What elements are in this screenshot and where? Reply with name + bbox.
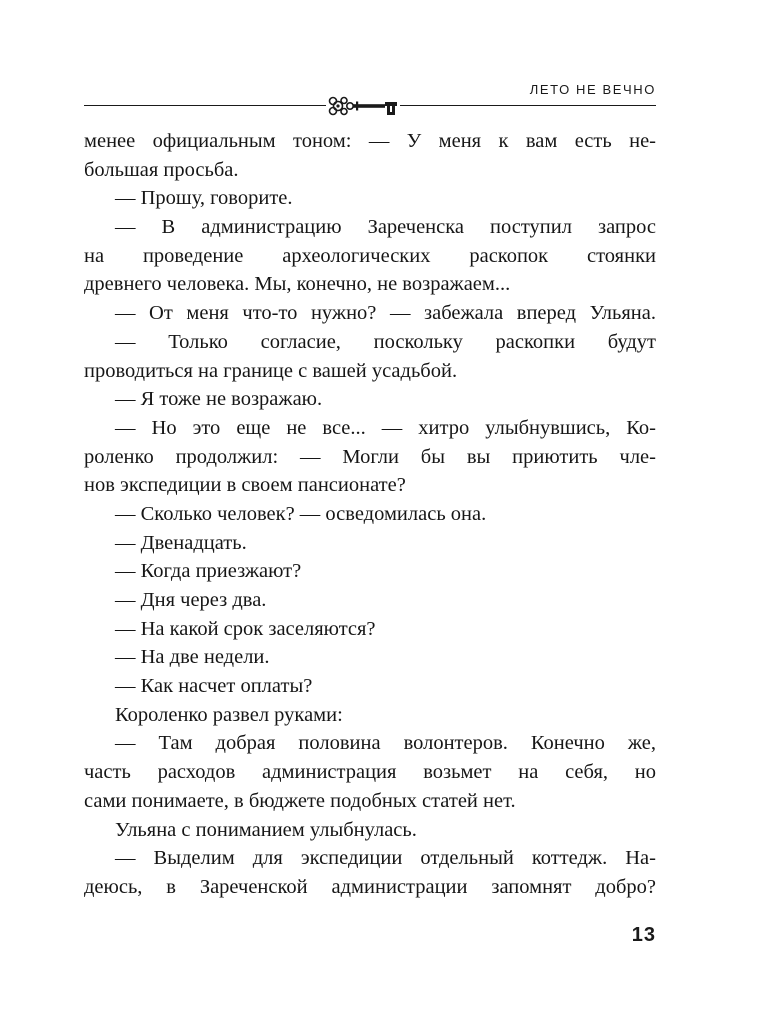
text-line: часть расходов администрация возьмет на себя, но <box>84 761 656 784</box>
text-line: — Дня через два. <box>115 589 267 611</box>
text-line: сами понимаете, в бюджете подобных статей нет. <box>84 789 516 812</box>
text-line: деюсь, в Зареченской администрации запомнят добро? <box>84 875 656 898</box>
text-line: — Прошу, говорите. <box>115 187 293 210</box>
text-line: — От меня что-то нужно? — забежала вперед Ульяна. <box>115 302 656 325</box>
text-line: — Как насчет оплаты? <box>115 675 313 698</box>
text-line: — На две недели. <box>115 646 270 669</box>
text-line: — Выделим для экспедиции отдельный коттедж. На- <box>115 847 656 870</box>
text-line: нов экспедиции в своем пансионате? <box>84 474 406 497</box>
text-line: — Сколько человек? — осведомилась она. <box>115 502 487 525</box>
text-line: на проведение археологических раскопок стоянки <box>84 244 656 267</box>
text-line: — Только согласие, поскольку раскопки будут <box>115 330 656 353</box>
text-line: Ульяна с пониманием улыбнулась. <box>115 818 417 841</box>
text-line: проводиться на границе с вашей усадьбой. <box>84 359 458 382</box>
page-text <box>84 127 656 902</box>
text-line: роленко продолжил: — Могли бы вы приютить чле- <box>84 445 656 468</box>
key-icon <box>326 93 400 119</box>
text-line: — Когда приезжают? <box>115 560 302 583</box>
text-line: — В администрацию Зареченска поступил запрос <box>115 216 656 239</box>
text-line: — Там добрая половина волонтеров. Конечно же, <box>115 732 656 755</box>
text-line: древнего человека. Мы, конечно, не возражаем... <box>84 273 511 296</box>
text-line: Короленко развел руками: <box>115 703 343 726</box>
text-line: — Но это еще не все... — хитро улыбнувшись, Ко- <box>115 416 656 439</box>
page-number: 13 <box>631 924 656 946</box>
text-line: — На какой срок заселяются? <box>115 617 376 640</box>
text-line: — Двенадцать. <box>115 531 247 554</box>
text-line: большая просьба. <box>84 158 239 181</box>
text-line: — Я тоже не возражаю. <box>115 388 323 411</box>
text-line: менее официальным тоном: — У меня к вам есть не- <box>84 130 656 152</box>
running-title: ЛЕТО НЕ ВЕЧНО <box>529 82 656 97</box>
